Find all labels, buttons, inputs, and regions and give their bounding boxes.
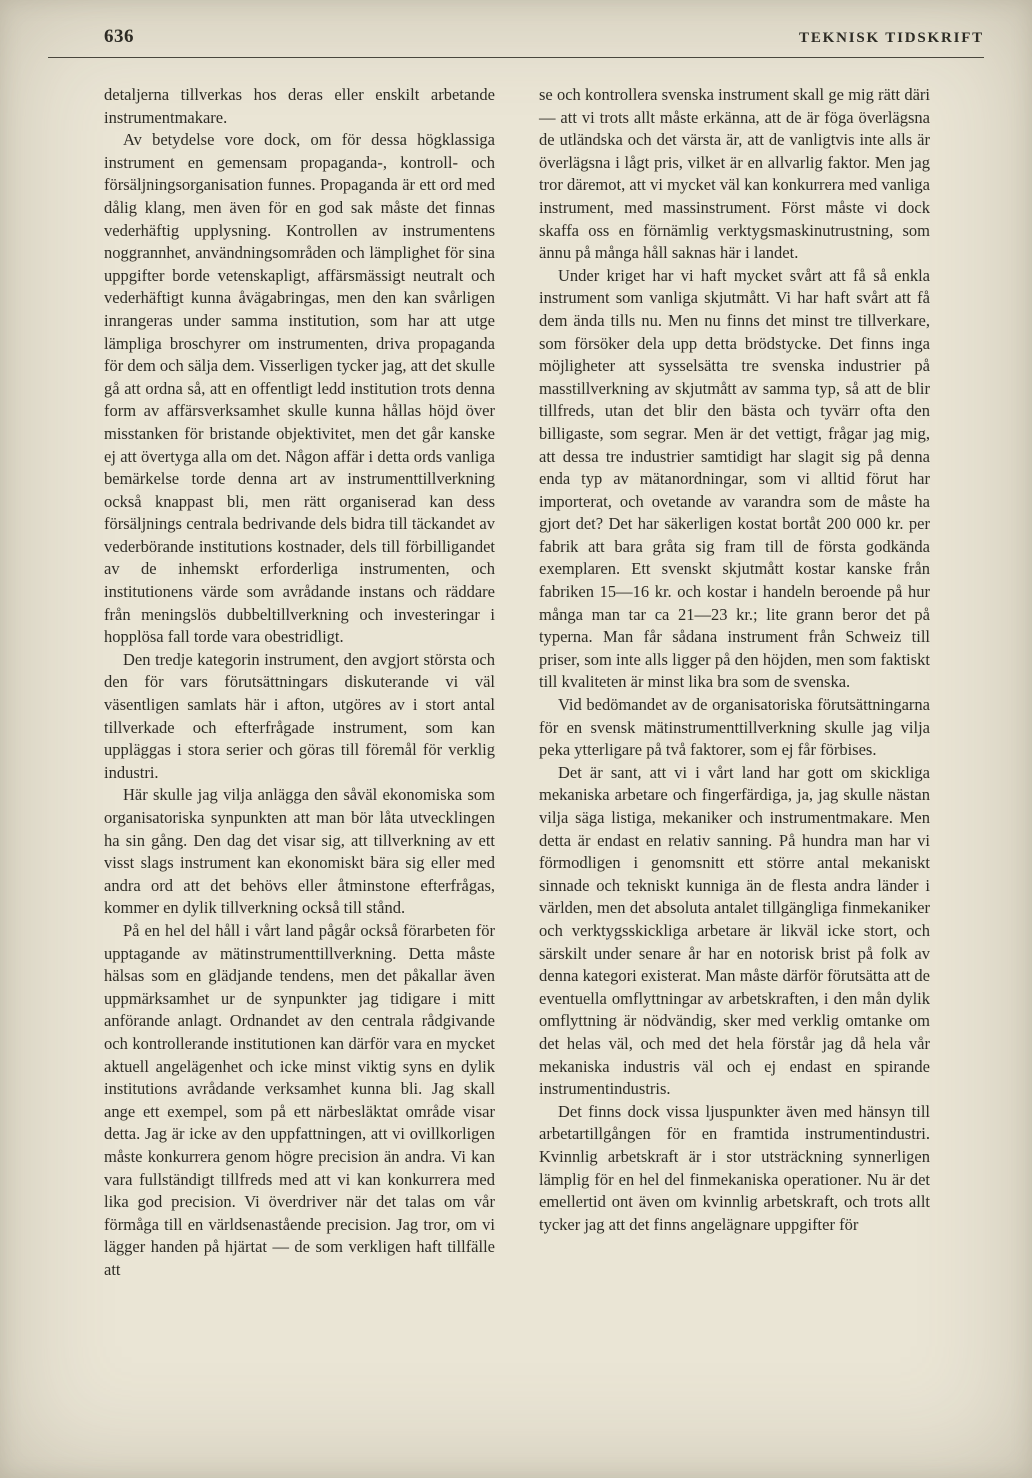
- header-rule: [48, 57, 984, 58]
- journal-title: TEKNISK TIDSKRIFT: [799, 30, 984, 46]
- text-columns: [104, 84, 930, 1281]
- paragraph: se och kontrollera svenska instrument skall ge mig rätt däri — att vi trots allt måste erkänna, att de är föga överlägsna de utländska och det värsta är, att de vanligtvis inte alls är överlägsna i lågt pris, vilket är en allvarlig faktor. Men jag tror däremot, att vi mycket väl kan konkurrera med vanliga instrument, med massinstrument. Först måste vi dock skaffa oss en förnämlig verktygsmaskinutrustning, som ännu på många håll saknas här i landet.: [539, 85, 930, 263]
- left-column: [104, 84, 495, 1281]
- paragraph: Vid bedömandet av de organisatoriska förutsättningarna för en svensk mätinstrumenttillverkning skulle jag vilja peka ytterligare på två faktorer, som ej får förbises.: [539, 695, 930, 760]
- page-header: [48, 26, 984, 48]
- right-column: [539, 84, 930, 1281]
- page-number: 636: [104, 26, 134, 47]
- paragraph: Det är sant, att vi i vårt land har gott om skickliga mekaniska arbetare och fingerfärdiga, ja, jag skulle nästan vilja säga listiga, mekaniker och instrumentmakare. Men detta är endast en relativ sanning. På hundra man har vi förmodligen i genomsnitt ett större antal mekaniskt sinnade och tekniskt kunniga än de flesta andra länder i världen, men det absoluta antalet tillgängliga finmekaniker och verktygsskickliga arbetare är likväl icke stort, och särskilt under senare år har en notorisk brist på folk av denna kategori existerat. Man måste därför förutsätta att de eventuella omflyttningar av arbetskraften, i den mån dylik omflyttning är nödvändig, sker med verklig omtanke om det helas väl, och med det hela förstår jag då hela vår mekaniska industris väl och ej endast en spirande instrumentindustris.: [539, 762, 930, 1099]
- paragraph: På en hel del håll i vårt land pågår också förarbeten för upptagande av mätinstrumenttillverkning. Detta måste hälsas som en glädjande tendens, men det påkallar även uppmärksamhet ur de synpunkter jag tidigare i mitt anförande anlagt. Ordnandet av den centrala rådgivande och kontrollerande institutionen kan därför vara en mycket aktuell angelägenhet och icke minst viktig syns en dylik institutions avrådande verksamhet kunna bli. Jag skall ange ett exempel, som på ett närbesläktat område visar detta. Jag är icke av den uppfattningen, att vi ovillkorligen måste konkurrera genom högre precision än andra. Vi kan vara fullständigt tillfreds med att vi kan konkurrera med lika god precision. Vi överdriver när det talas om vår förmåga till en världsenastående precision. Jag tror, om vi lägger handen på hjärtat — de som verkligen haft tillfälle att: [104, 920, 495, 1279]
- paragraph: Av betydelse vore dock, om för dessa högklassiga instrument en gemensam propaganda-, kontroll- och försäljningsorganisation funnes. Propaganda är ett ord med dålig klang, men även för en god sak måste det finnas vederhäftig upplysning. Kontrollen av instrumentens noggrannhet, användningsområden och lämplighet för sina uppgifter borde vetenskapligt, affärsmässigt neutralt och vederhäftigt kunna åvägabringas, men den kan svårligen inrangeras under samma institution, som har att utge lämpliga broschyrer om instrumenten, driva propaganda för dem och sälja dem. Visserligen tycker jag, att det skulle gå att ordna så, att en offentligt ledd institution trots denna form av affärsverksamhet skulle kunna hållas höjd över misstanken för bristande objektivitet, men det går kanske ej att övertyga alla om det. Någon affär i detta ords vanliga bemärkelse torde denna art av instrumenttillverkning också knappast bli, men rätt organiserad kan dess försäljnings centrala bedrivande dels bidra till täckandet av vederbörande institutions kostnader, dels till förbilligandet av de inhemskt erforderliga instrumenten, och institutionens värde som avrådande instans och räddare från meningslös dubbeltillverkning och investeringar i hopplösa fall torde vara obestridligt.: [104, 130, 495, 647]
- paragraph: Det finns dock vissa ljuspunkter även med hänsyn till arbetartillgången för en framtida instrumentindustri. Kvinnlig arbetskraft är i stor utsträckning synnerligen lämplig för en hel del finmekaniska operationer. Nu är det emellertid ont även om kvinnlig arbetskraft, och trots allt tycker jag att det finns angelägnare uppgifter för: [539, 1101, 930, 1234]
- paragraph: Under kriget har vi haft mycket svårt att få så enkla instrument som vanliga skjutmått. Vi har haft svårt att få dem ända tills nu. Men nu finns det minst tre tillverkare, som försöker dela upp detta brödstycke. Det finns inga möjligheter att sysselsätta tre svenska industrier på masstillverkning av skjutmått av samma typ, så att de blir tillfreds, utan det blir den bästa och tyvärr ofta den billigaste, som segrar. Men är det vettigt, frågar jag mig, att dessa tre industrier samtidigt har slagit sig på denna enda typ av mätanordningar, som vi alltid förut har importerat, och ovetande av varandra som de måste ha gjort det? Det har säkerligen kostat bortåt 200 000 kr. per fabrik att bara gråta sig fram till de första godkända exemplaren. Ett svenskt skjutmått kostar kanske från fabriken 15—16 kr. och kostar i handeln beroende på hur många man tar ca 21—23 kr.; lite grann beror det på typerna. Man får sådana instrument från Schweiz till priser, som inte alls ligger på den höjden, men som faktiskt till kvaliteten är minst lika bra som de svenska.: [539, 265, 930, 692]
- paragraph: Den tredje kategorin instrument, den avgjort största och den för vars förutsättningars diskuterande vi väl väsentligen samlats här i afton, utgöres av i stort antal tillverkade och efterfrågade instrument, som kan uppläggas i stora serier och göras till föremål för verklig industri.: [104, 649, 495, 782]
- paragraph: detaljerna tillverkas hos deras eller enskilt arbetande instrumentmakare.: [104, 85, 495, 127]
- paragraph: Här skulle jag vilja anlägga den såväl ekonomiska som organisatoriska synpunkten att man bör låta utvecklingen ha sin gång. Den dag det visar sig, att tillverkning av ett visst slags instrument kan ekonomiskt bära sig eller med andra ord att det behövs eller åtminstone efterfrågas, kommer en dylik tillverkning också till stånd.: [104, 785, 495, 918]
